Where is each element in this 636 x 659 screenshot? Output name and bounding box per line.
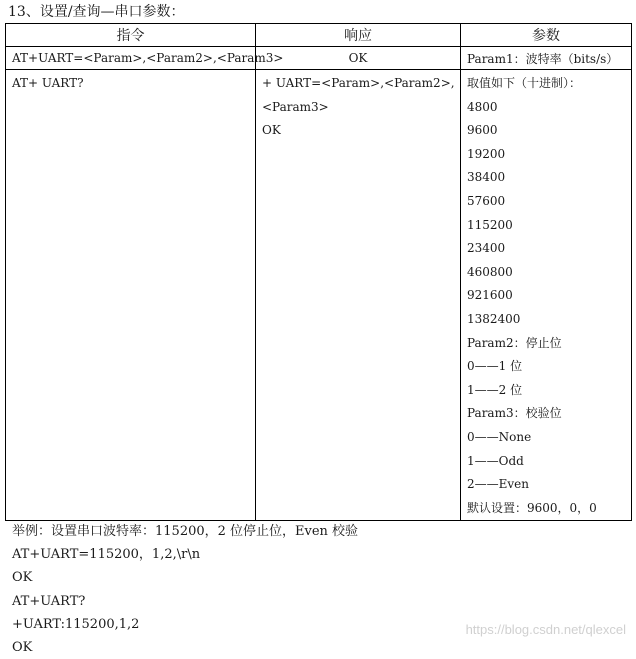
param-line: 取值如下（十进制）： [467,76,582,90]
param-line: 0——1 位 [467,359,523,374]
query-response-cell [256,70,461,521]
param1-label-cell: Param1：波特率（bits/s） [461,47,632,70]
param-line: 4800 [467,99,498,114]
header-parameter: 参数 [461,24,632,47]
query-response-line: + UART=<Param>,<Param2>, [262,76,455,90]
example-line: +UART:115200,1,2 [12,616,140,632]
command-table [5,23,632,521]
param-line: 9600 [467,123,498,138]
param-line: 0——None [467,429,532,444]
param-line: 默认设置：9600，0，0 [467,500,597,515]
example-line: OK [12,570,33,586]
header-response: 响应 [256,24,461,47]
set-response-cell: OK [256,47,461,70]
example-block [12,520,358,659]
param-line: 57600 [467,193,506,208]
param-line: 2——Even [467,477,530,492]
param-line: Param3：校验位 [467,406,562,421]
example-line: OK [12,639,33,655]
query-command: AT+ UART? [12,76,84,90]
example-line: AT+UART=115200，1,2,\r\n [12,547,201,563]
query-command-cell [6,70,256,521]
table-row-query [6,70,632,521]
param-line: 1——Odd [467,453,524,468]
param-line: 1382400 [467,311,521,326]
set-command-cell: AT+UART=<Param>,<Param2>,<Param3> [6,47,256,70]
param-list-cell [461,70,632,521]
param-line: 115200 [467,217,513,232]
param-line: 38400 [467,170,506,185]
table-header-row [6,24,632,47]
param-line: Param2：停止位 [467,335,562,350]
example-line: AT+UART? [12,593,86,609]
table-row-set [6,47,632,70]
section-heading: 13、设置/查询—串口参数： [8,4,185,20]
param-line: 921600 [467,288,513,303]
query-response-line: OK [262,123,281,138]
example-title: 举例：设置串口波特率：115200，2 位停止位，Even 校验 [12,524,359,539]
param-line: 1——2 位 [467,382,523,397]
watermark: https://blog.csdn.net/qlexcel [465,622,626,637]
header-command: 指令 [6,24,256,47]
query-response-line: <Param3> [262,99,329,114]
param-line: 460800 [467,264,513,279]
param-line: 23400 [467,241,506,256]
param-line: 19200 [467,146,506,161]
